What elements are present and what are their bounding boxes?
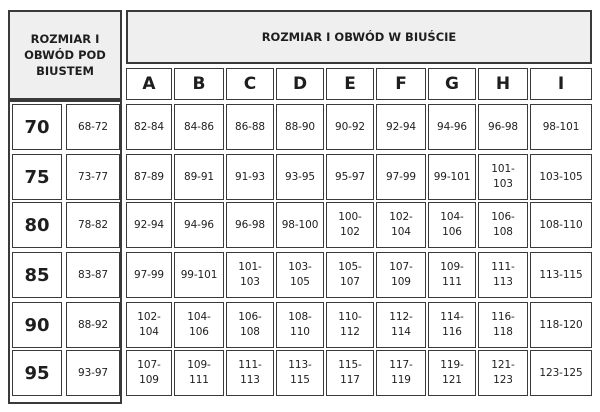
bust-range-cell: 92-94 xyxy=(376,104,426,150)
underbust-range-cell: 93-97 xyxy=(66,350,120,396)
bust-range-cell: 89-91 xyxy=(174,154,224,200)
bust-range-cell: 108-110 xyxy=(530,202,592,248)
bust-range-cell: 87-89 xyxy=(126,154,172,200)
bust-range-cell: 103-105 xyxy=(530,154,592,200)
bust-range-cell: 115- 117 xyxy=(326,350,374,396)
bust-range-cell: 101- 103 xyxy=(226,252,274,298)
bust-range-cell: 101- 103 xyxy=(478,154,528,200)
bust-range-cell: 97-99 xyxy=(126,252,172,298)
underbust-range-cell: 78-82 xyxy=(66,202,120,248)
bust-range-cell: 95-97 xyxy=(326,154,374,200)
bust-range-cell: 88-90 xyxy=(276,104,324,150)
cup-header-a: A xyxy=(126,68,172,100)
bust-range-cell: 94-96 xyxy=(428,104,476,150)
band-size-cell: 85 xyxy=(12,252,62,298)
bust-range-cell: 94-96 xyxy=(174,202,224,248)
bust-range-cell: 86-88 xyxy=(226,104,274,150)
bust-range-cell: 102- 104 xyxy=(126,302,172,348)
cup-header-b: B xyxy=(174,68,224,100)
bust-range-cell: 96-98 xyxy=(478,104,528,150)
bust-range-cell: 119- 121 xyxy=(428,350,476,396)
bust-range-cell: 93-95 xyxy=(276,154,324,200)
bust-range-cell: 114- 116 xyxy=(428,302,476,348)
bust-range-cell: 110- 112 xyxy=(326,302,374,348)
bust-range-cell: 109- 111 xyxy=(174,350,224,396)
bust-range-cell: 106- 108 xyxy=(226,302,274,348)
bust-range-cell: 117- 119 xyxy=(376,350,426,396)
bust-range-cell: 99-101 xyxy=(174,252,224,298)
band-size-cell: 70 xyxy=(12,104,62,150)
bust-range-cell: 92-94 xyxy=(126,202,172,248)
bust-range-cell: 90-92 xyxy=(326,104,374,150)
bust-range-cell: 109- 111 xyxy=(428,252,476,298)
bust-range-cell: 106- 108 xyxy=(478,202,528,248)
bust-range-cell: 113- 115 xyxy=(276,350,324,396)
bust-range-cell: 100- 102 xyxy=(326,202,374,248)
bust-range-cell: 99-101 xyxy=(428,154,476,200)
bust-range-cell: 82-84 xyxy=(126,104,172,150)
band-size-cell: 80 xyxy=(12,202,62,248)
band-size-cell: 90 xyxy=(12,302,62,348)
bust-range-cell: 104- 106 xyxy=(174,302,224,348)
bust-range-cell: 98-100 xyxy=(276,202,324,248)
bust-range-cell: 123-125 xyxy=(530,350,592,396)
cup-header-h: H xyxy=(478,68,528,100)
bust-range-cell: 108- 110 xyxy=(276,302,324,348)
bust-range-cell: 118-120 xyxy=(530,302,592,348)
bust-range-cell: 96-98 xyxy=(226,202,274,248)
bust-header-label: ROZMIAR I OBWÓD W BIUŚCIE xyxy=(126,10,592,64)
corner-header-label: ROZMIAR I OBWÓD POD BIUSTEM xyxy=(8,10,122,100)
bust-range-cell: 111- 113 xyxy=(226,350,274,396)
bust-range-cell: 107- 109 xyxy=(376,252,426,298)
underbust-range-cell: 68-72 xyxy=(66,104,120,150)
bust-range-cell: 104- 106 xyxy=(428,202,476,248)
bust-range-cell: 112- 114 xyxy=(376,302,426,348)
cup-header-c: C xyxy=(226,68,274,100)
underbust-range-cell: 83-87 xyxy=(66,252,120,298)
bust-range-cell: 84-86 xyxy=(174,104,224,150)
bust-range-cell: 121- 123 xyxy=(478,350,528,396)
bust-range-cell: 91-93 xyxy=(226,154,274,200)
bust-range-cell: 98-101 xyxy=(530,104,592,150)
cup-header-i: I xyxy=(530,68,592,100)
bust-range-cell: 111- 113 xyxy=(478,252,528,298)
cup-header-g: G xyxy=(428,68,476,100)
bust-range-cell: 113-115 xyxy=(530,252,592,298)
cup-header-e: E xyxy=(326,68,374,100)
bust-range-cell: 116- 118 xyxy=(478,302,528,348)
bust-range-cell: 103- 105 xyxy=(276,252,324,298)
cup-header-f: F xyxy=(376,68,426,100)
underbust-range-cell: 73-77 xyxy=(66,154,120,200)
bust-range-cell: 97-99 xyxy=(376,154,426,200)
bust-range-cell: 105- 107 xyxy=(326,252,374,298)
bust-range-cell: 107- 109 xyxy=(126,350,172,396)
band-size-cell: 75 xyxy=(12,154,62,200)
bust-range-cell: 102- 104 xyxy=(376,202,426,248)
underbust-range-cell: 88-92 xyxy=(66,302,120,348)
cup-header-d: D xyxy=(276,68,324,100)
band-size-cell: 95 xyxy=(12,350,62,396)
